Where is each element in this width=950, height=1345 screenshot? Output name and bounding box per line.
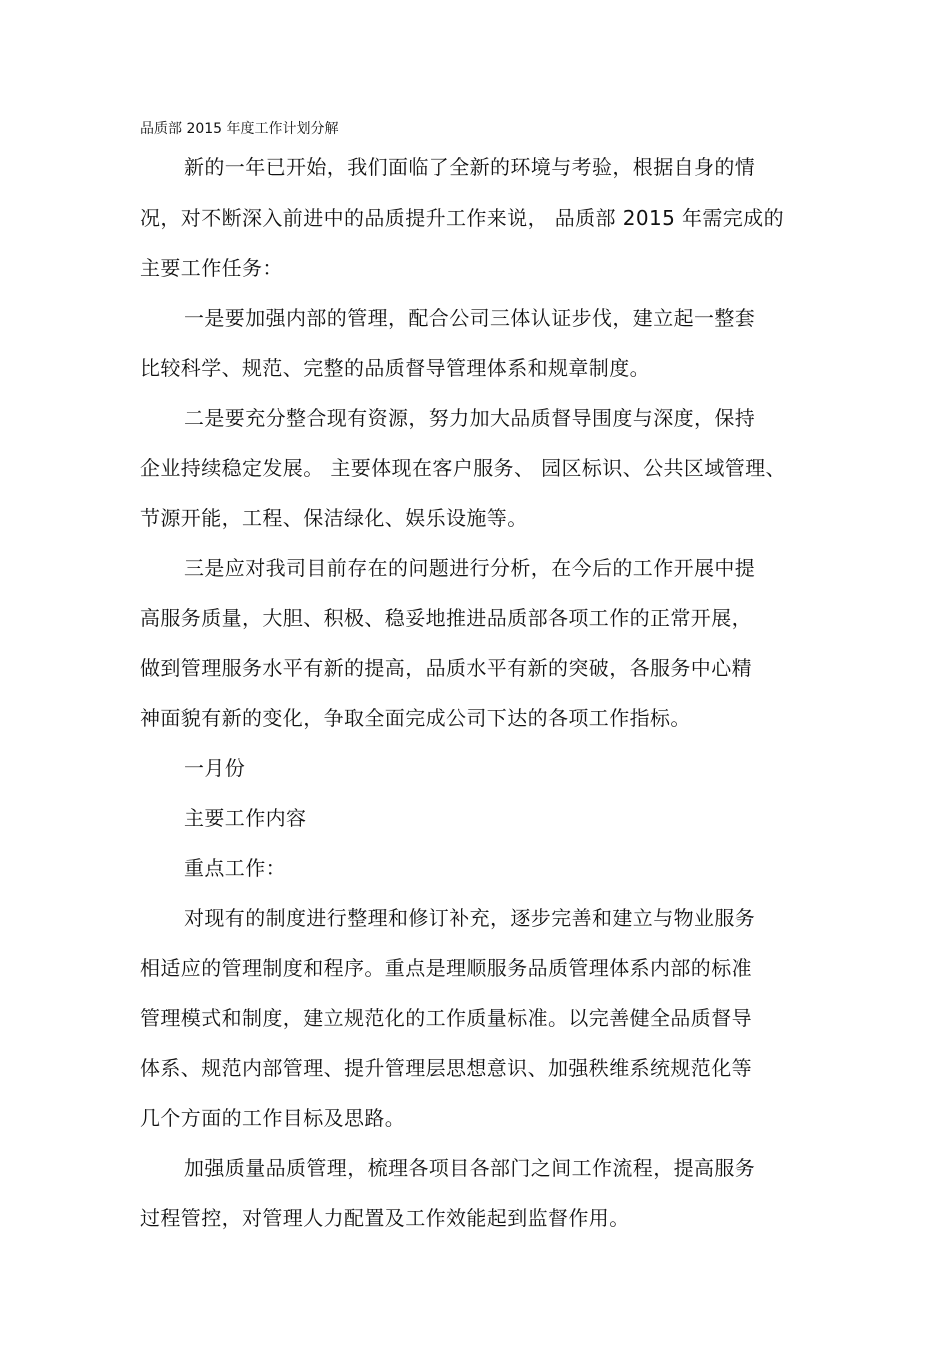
paragraph-line: 况，对不断深入前进中的品质提升工作来说， 品质部 2015 年需完成的 xyxy=(140,206,784,230)
paragraph-line: 比较科学、规范、完整的品质督导管理体系和规章制度。 xyxy=(140,356,650,380)
paragraph-line: 二是要充分整合现有资源，努力加大品质督导围度与深度，保持 xyxy=(184,406,756,430)
section-heading: 一月份 xyxy=(184,756,246,780)
paragraph-line: 高服务质量，大胆、积极、稳妥地推进品质部各项工作的正常开展， xyxy=(140,606,752,630)
paragraph-line: 对现有的制度进行整理和修订补充，逐步完善和建立与物业服务 xyxy=(184,906,756,930)
section-heading: 主要工作内容 xyxy=(184,806,307,830)
paragraph-line: 新的一年已开始，我们面临了全新的环境与考验，根据自身的情 xyxy=(184,155,756,179)
paragraph-line: 体系、规范内部管理、提升管理层思想意识、加强秩维系统规范化等 xyxy=(140,1056,752,1080)
paragraph-line: 做到管理服务水平有新的提高，品质水平有新的突破，各服务中心精 xyxy=(140,656,752,680)
paragraph-line: 几个方面的工作目标及思路。 xyxy=(140,1106,406,1130)
paragraph-line: 节源开能，工程、保洁绿化、娱乐设施等。 xyxy=(140,506,528,530)
paragraph-line: 管理模式和制度，建立规范化的工作质量标准。以完善健全品质督导 xyxy=(140,1006,752,1030)
document-title: 品质部 2015 年度工作计划分解 xyxy=(140,121,339,137)
paragraph-line: 神面貌有新的变化，争取全面完成公司下达的各项工作指标。 xyxy=(140,706,691,730)
paragraph-line: 一是要加强内部的管理，配合公司三体认证步伐，建立起一整套 xyxy=(184,306,756,330)
paragraph-line: 相适应的管理制度和程序。重点是理顺服务品质管理体系内部的标准 xyxy=(140,956,752,980)
paragraph-line: 过程管控，对管理人力配置及工作效能起到监督作用。 xyxy=(140,1206,630,1230)
section-heading: 重点工作： xyxy=(184,856,286,880)
paragraph-line: 三是应对我司目前存在的问题进行分析，在今后的工作开展中提 xyxy=(184,556,756,580)
paragraph-line: 企业持续稳定发展。 主要体现在客户服务、 园区标识、公共区域管理、 xyxy=(140,456,786,480)
paragraph-line: 主要工作任务： xyxy=(140,256,283,280)
paragraph-line: 加强质量品质管理，梳理各项目各部门之间工作流程，提高服务 xyxy=(184,1156,756,1180)
